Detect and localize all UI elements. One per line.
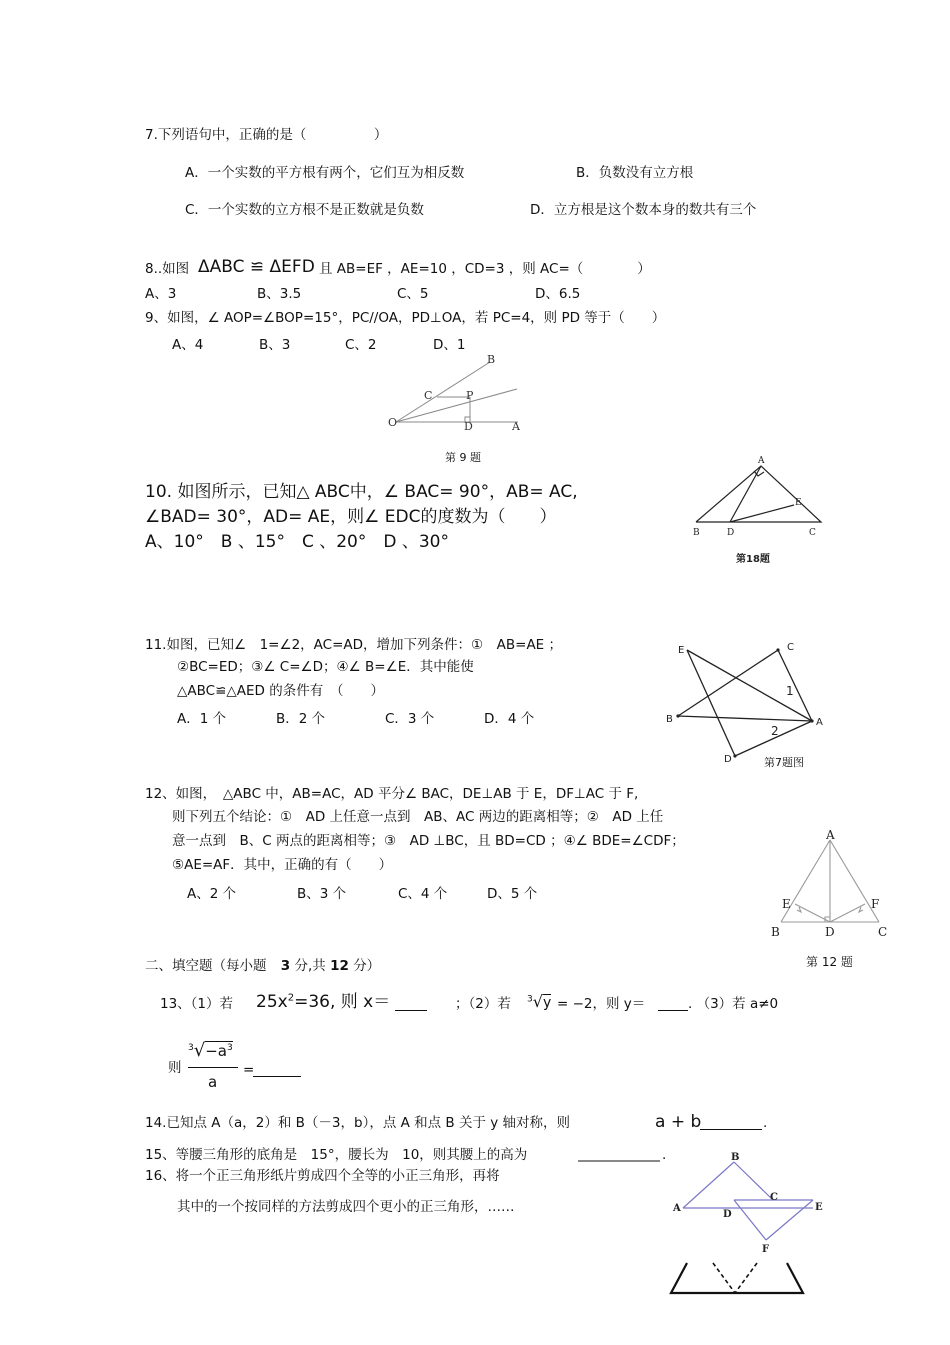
q8-option-c: C、5	[397, 286, 429, 302]
q13-blank-1	[395, 1010, 427, 1011]
q7-option-c: C．一个实数的立方根不是正数就是负数	[185, 202, 424, 218]
q16-line1: 16、将一个正三角形纸片剪成四个全等的小正三角形，再将	[145, 1168, 500, 1184]
q9-option-a: A、4	[172, 337, 204, 353]
q7-option-d: D．立方根是这个数本身的数共有三个	[530, 202, 757, 218]
q13-num-body-wrap	[205, 1041, 233, 1060]
section2-heading	[145, 958, 380, 974]
q13-root-body: y	[542, 995, 552, 1011]
q9-label-d: D	[464, 420, 473, 433]
q10-label-c: C	[809, 528, 816, 538]
q7-stem: 7.下列语句中，正确的是（ ）	[145, 127, 388, 143]
q9-option-d: D、1	[433, 337, 466, 353]
q12-label-b: B	[771, 925, 780, 939]
q12-figure	[765, 826, 895, 946]
q11-label-b: B	[666, 714, 673, 725]
q10-figure	[686, 452, 826, 572]
q13-num-index: 3	[188, 1043, 194, 1053]
q12-label-d: D	[825, 925, 835, 939]
q11-caption: 第7题图	[764, 756, 804, 769]
q9-option-b: B、3	[259, 337, 291, 353]
q15-text: 15、等腰三角形的底角是 15°，腰长为 10，则其腰上的高为	[145, 1147, 528, 1163]
q12-label-a: A	[826, 828, 835, 842]
q14-blank	[700, 1129, 762, 1130]
q13-part3: . （3）若 a≠0	[688, 996, 779, 1012]
q11-option-b: B．2 个	[276, 711, 326, 727]
q11-option-d: D．4 个	[484, 711, 535, 727]
q14-end: .	[763, 1115, 768, 1131]
q16-label-b: B	[731, 1152, 740, 1163]
q9-label-a: A	[512, 420, 520, 433]
q11-label-c: C	[787, 642, 794, 653]
q13-part2b: = −2，则 y＝	[557, 996, 646, 1012]
section2-num2: 12	[330, 958, 349, 974]
q16-figure-1	[668, 1148, 833, 1258]
q11-label-a: A	[816, 717, 823, 728]
q7-option-b: B．负数没有立方根	[576, 165, 694, 181]
q13-blank-2	[658, 1010, 688, 1011]
q10-line3: A、10° B 、15° C 、20° D 、30°	[145, 532, 449, 552]
q13-fraction-numerator: $^3√-a^3$	[188, 1040, 233, 1061]
q9-label-p: P	[466, 389, 474, 402]
q13-fraction-denominator: a	[208, 1073, 218, 1091]
q13-fraction-bar	[188, 1067, 238, 1068]
q13-eq1-rest: =36, 则 x＝	[294, 992, 391, 1012]
q13-root-index: 3	[527, 994, 533, 1005]
q13-equals: =	[243, 1062, 255, 1078]
q12-line4: ⑤AE=AF．其中，正确的有（ ）	[172, 857, 393, 873]
q15-end: .	[662, 1147, 667, 1163]
q11-figure	[660, 636, 840, 776]
q7-option-a: A．一个实数的平方根有两个，它们互为相反数	[185, 165, 465, 181]
q10-line1: 10. 如图所示，已知△ ABC中，∠ BAC= 90°，AB= AC,	[145, 482, 578, 502]
q9-label-o: O	[388, 416, 398, 429]
q11-label-e: E	[678, 645, 685, 656]
q13-eq1	[256, 992, 390, 1012]
q11-option-c: C．3 个	[385, 711, 435, 727]
q13-part2: ；（2）若	[455, 996, 511, 1012]
q16-label-f: F	[762, 1244, 770, 1255]
q11-angle-1: 1	[786, 684, 794, 698]
q8-option-a: A、3	[145, 286, 177, 302]
q10-label-d: D	[727, 528, 735, 538]
q9-option-c: C、2	[345, 337, 377, 353]
section2-mid: 分,共	[294, 958, 326, 974]
q13-then: 则	[168, 1060, 182, 1076]
q12-caption: 第 12 题	[806, 955, 853, 969]
q12-line1: 12、如图， △ABC 中，AB=AC，AD 平分∠ BAC，DE⊥AB 于 E，DF⊥AC 于 F,	[145, 786, 639, 802]
q12-option-b: B、3 个	[297, 886, 347, 902]
q16-line2: 其中的一个按同样的方法剪成四个更小的正三角形，……	[177, 1199, 515, 1215]
q15-blank	[578, 1160, 660, 1162]
q13-eq1-exp: 2	[287, 992, 295, 1004]
q10-line2: ∠BAD= 30°，AD= AE，则∠ EDC的度数为（ ）	[145, 507, 557, 527]
q16-label-e: E	[815, 1202, 823, 1213]
q13-num-body: −a	[205, 1042, 227, 1060]
section2-num1: 3	[280, 958, 291, 974]
q9-label-c: C	[424, 389, 433, 402]
q11-line3: △ABC≌△AED 的条件有 （ ）	[177, 683, 384, 699]
q11-option-a: A．1 个	[177, 711, 227, 727]
q12-option-d: D、5 个	[487, 886, 538, 902]
q14-expr: a + b	[655, 1112, 702, 1132]
q10-caption: 第18题	[736, 554, 770, 565]
q16-figure-2	[665, 1260, 810, 1300]
q12-line2: 则下列五个结论：① AD 上任意一点到 AB、AC 两边的距离相等；② AD 上任	[172, 809, 664, 825]
q11-angle-2: 2	[771, 724, 779, 738]
q9-figure	[382, 350, 532, 435]
q8-stem-post: 且 AB=EF ，AE=10 ，CD=3 ，则 AC=（ ）	[319, 261, 651, 277]
q13-num-exp: 3	[226, 1043, 233, 1053]
q8-stem-pre: 8..如图	[145, 261, 190, 277]
q8-congruence: ΔABC ≌ ΔEFD	[198, 257, 315, 277]
q9-label-b: B	[487, 353, 496, 366]
q9-caption: 第 9 题	[445, 451, 481, 464]
q9-stem: 9、如图，∠ AOP=∠BOP=15°，PC//OA，PD⊥OA，若 PC=4，则 PD 等于（ ）	[145, 310, 666, 326]
q13-blank-3	[253, 1076, 301, 1077]
q10-label-a: A	[758, 456, 765, 466]
q14-text: 14.已知点 A（a，2）和 B（－3，b），点 A 和点 B 关于 y 轴对称，则	[145, 1115, 571, 1131]
q12-label-f: F	[871, 897, 880, 911]
q12-label-c: C	[878, 925, 888, 939]
q11-label-d: D	[724, 754, 732, 765]
q10-label-e: E	[795, 498, 802, 508]
q13-pre: 13、（1）若	[160, 996, 234, 1012]
section2-pre: 二、填空题（每小题	[145, 958, 267, 974]
q12-option-c: C、4 个	[398, 886, 448, 902]
q13-cube-root: $^3$√y	[527, 992, 552, 1011]
q8-option-d: D、6.5	[535, 286, 581, 302]
q16-label-d: D	[723, 1209, 732, 1220]
q8-option-b: B、3.5	[257, 286, 302, 302]
q16-label-a: A	[673, 1203, 681, 1214]
q16-label-c: C	[770, 1192, 778, 1203]
q12-label-e: E	[782, 897, 791, 911]
section2-post: 分）	[353, 958, 381, 974]
q10-label-b: B	[693, 528, 700, 538]
q12-line3: 意一点到 B、C 两点的距离相等；③ AD ⊥BC，且 BD=CD ；④∠ BDE=∠CDF；	[172, 833, 685, 849]
q11-line1: 11.如图，已知∠ 1=∠2，AC=AD，增加下列条件：① AB=AE ；	[145, 637, 562, 653]
q13-eq1-base: 25x	[256, 992, 288, 1012]
q11-line2: ②BC=ED；③∠ C=∠D；④∠ B=∠E．其中能使	[177, 659, 474, 675]
q12-option-a: A、2 个	[187, 886, 237, 902]
